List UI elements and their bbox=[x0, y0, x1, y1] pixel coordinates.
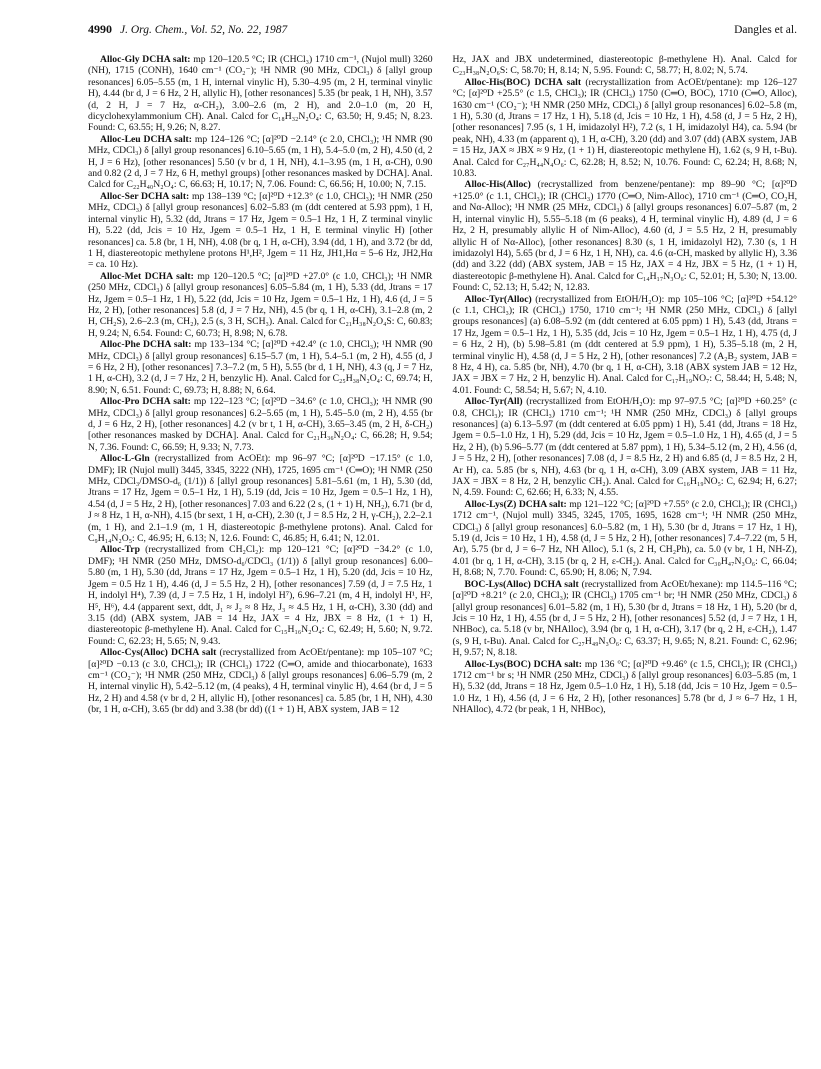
compound-data: Hz, JAX and JBX undetermined, diastereotopic β-methylene H). Anal. Calcd for C₂₃H₃₈N₂O₆S: C, 58.70; H, 8.14; N, 5.95. Found: C, 58.77; H, 8.02; N, 5.74. bbox=[452, 54, 797, 77]
compound-name: Alloc-Phe DCHA salt: bbox=[100, 339, 192, 351]
right-column bbox=[453, 54, 798, 716]
compound-entry bbox=[453, 659, 798, 716]
compound-entry bbox=[453, 294, 798, 397]
compound-entry bbox=[453, 499, 798, 579]
compound-entry bbox=[88, 271, 433, 339]
compound-name: Alloc-Lys(BOC) DCHA salt: bbox=[464, 658, 582, 670]
compound-entry bbox=[88, 453, 433, 544]
compound-name: Alloc-Lys(Z) DCHA salt: bbox=[464, 498, 567, 510]
compound-data: (recrystallized from EtOH/H₂O): mp 105–106 °C; [α]²⁰D +54.12° (c 1.1, CHCl₃); IR (CHCl₃) 1750, 1710 cm⁻¹; ¹H NMR (250 MHz, CDCl₃) δ [allyl groups resonances] (a) 6.08–5.92 (m (ddt centered at 6.05 ppm) 1 H), 5.43 (dd, Jtrans = 17 Hz, Jgem = 0.5–1 Hz, 1 H), 5.35 (dd, Jcis = 10 Hz, Jgem = 0.5–1 Hz, 1 H), 4.75 (d, J = 6 Hz, 2 H), (b) 5.98–5.81 (m (ddt centered at 5.9 ppm), 1 H), 5.35–5.18 (m, 2 H, terminal vinylic H), 4.58 (d, J = 5 Hz, 2 H), [other resonances] 7.2 (A₂B₂ system, JAB = 8 Hz, 4 H), ca. 5.85 (br, NH), 4.70 (br q, 1 H, α-CH), 3.18 (ABX system JAB = 12 Hz, JAX = JBX = 7 Hz, 2 H, benzylic H). Anal. Calcd for C₁₇H₁₉NO₇: C, 58.44; H, 5.48; N, 4.01. Found: C, 58.54; H, 5.67; N, 4.10. bbox=[452, 293, 798, 396]
journal-citation: J. Org. Chem., Vol. 52, No. 22, 1987 bbox=[120, 24, 288, 36]
compound-name: Alloc-Gly DCHA salt: bbox=[100, 54, 191, 65]
compound-data: mp 121–122 °C; [α]²⁰D +7.55° (c 2.0, CHCl₃); IR (CHCl₃) 1712 cm⁻¹, (Nujol mull) 3345, 3245, 1705, 1695, 1628 cm⁻¹; ¹H NMR (250 MHz, CDCl₃) δ [allyl group resonances] 6.0–5.82 (m, 1 H), 5.30 (br d, Jtrans = 17 Hz, 1 H), 5.19 (d, Jcis = 10 Hz, 1 H), 4.58 (d, J = 5 Hz, 2 H), [other resonances] 7.4–7.22 (m, 5 H, Ar), 5.75 (br d, J = 6–7 Hz, NH Alloc), 5.1 (s, 2 H, CH₂Ph), ca. 5.0 (v br, 1 H, NH-Z), 4.01 (br q, 1 H, α-CH), 3.15 (br q, 2 H, ε-CH₂). Anal. Calcd for C₃₀H₄₇N₃O₆: C, 66.04; H, 8.68; N, 7.70. Found: C, 65.90; H, 8.06; N, 7.94. bbox=[452, 498, 797, 579]
page-number: 4990 bbox=[88, 22, 112, 36]
compound-entry bbox=[88, 396, 433, 453]
compound-data: mp 136 °C; [α]²⁰D +9.46° (c 1.5, CHCl₃); IR (CHCl₃) 1712 cm⁻¹ br s; ¹H NMR (250 MHz, CDCl₃) δ [allyl group resonances] 6.03–5.85 (m, 1 H), 5.32 (dd, Jtrans = 18 Hz, Jgem 0.5–1.0 Hz, 1 H), 5.18 (dd, Jcis = 10 Hz, Jgem = 0.5–1.0 Hz, 1 H), 4.56 (d, J = 6 Hz, 2 H), [other resonances] 5.78 (br d, J ≈ 6–7 Hz, 1 H, NHAlloc), 4.72 (br peak, 1 H, NHBoc), bbox=[452, 658, 797, 716]
compound-entry bbox=[88, 544, 433, 647]
compound-data: (recrystallized from AcOEt): mp 96–97 °C; [α]²⁰D −17.15° (c 1.0, DMF); IR (Nujol mull) 3445, 3345, 3222 (NH), 1725, 1695 cm⁻¹ (C═O); ¹H NMR (250 MHz, CDCl₃/DMSO-d₆ (1/1)) δ [allyl group resonances] 5.81–5.61 (m, 1 H), 5.30 (dd, Jtrans = 17 Hz, Jgem = 0.5–1 Hz, 1 H), 5.19 (dd, Jcis = 10 Hz, Jgem = 0.5–1 Hz, 1 H), 4.54 (d, J = 5 Hz, 2 H), [other resonances] 7.03 and 6.22 (2 s, (1 + 1) H, NH₂), 6.71 (br d, J ≈ 8 Hz, 1 H, α-NH), 4.15 (br sext, 1 H, α-CH), 2.30 (t, J = 8.5 Hz, 2 H, γ-CH₂), 2.2–2.1 (m, 1 H), and 2.1–1.9 (m, 1 H, diastereotopic β-methylene protons). Anal. Calcd for C₉H₁₄N₂O₅: C, 46.95; H, 6.13; N, 12.6. Found: C, 46.85; H, 6.41; N, 12.01. bbox=[88, 453, 433, 545]
left-column bbox=[88, 54, 433, 716]
compound-data: (recrystallized from CH₂Cl₂): mp 120–121 °C; [α]²⁰D −34.2° (c 1.0, DMF); ¹H NMR (250 MHz, DMSO-d₆/CDCl₃ (1/1)) δ [allyl group resonances] 6.00–5.80 (m, 1 H), 5.30 (dd, Jtrans = 17 Hz, Jgem = 0.5–1 Hz, 1 H), 5.20 (dd, Jcis = 10 Hz, Jgem = 0.5 Hz 1 H), 4.46 (d, J = 5.5 Hz, 2 H), [other resonances] 7.59 (d, J = 7.5 Hz, 1 H, indolyl H⁴), 7.39 (d, J = 7.5 Hz, 1 H, indolyl H⁷), 6.96–7.21 (m, 4 H, indolyl H¹, H², H⁵, H⁶), 4.4 (apparent sext, ddt, J₁ ≈ J₂ ≈ 8 Hz, J₃ ≈ 4.5 Hz, 1 H, α-CH), 3.30 (dd) and 3.15 (dd) (ABX system, JAB = 14 Hz, JAX = 4 Hz, JBX = 8 Hz, (1 + 1) H, diastereotopic β-methylene H). Anal. Calcd for C₁₅H₁₆N₂O₄: C, 62.49; H, 5.60; N, 9.72. Found: C, 62.23; H, 5.65; N, 9.43. bbox=[88, 544, 433, 647]
compound-data: (recrystallization from AcOEt/pentane): mp 126–127 °C; [α]²⁰D +25.5° (c 1.5, CHCl₃); IR (CHCl₃) 1750 (C═O, BOC), 1710 (C═O, Alloc), 1630 cm⁻¹ (CO₂⁻); ¹H NMR (250 MHz, CDCl₃) δ [allyl group resonances] 6.02–5.8 (m, 1 H), 5.30 (d, Jtrans = 17 Hz, 1 H), 5.18 (d, Jcis = 10 Hz, 1 H), 4.58 (d, J = 5 Hz, 2 H), [other resonances] 7.95 (s, 1 H, imidazolyl H²), 7.2 (s, 1 H, imidazolyl H4), ca. 5.94 (br peak, NH), 4.33 (m (apparent q), 1 H, α-CH), 3.20 (dd) and 3.07 (dd) (ABX system, JAB = 15 Hz, JAX ≈ JBX ≈ 9 Hz, (1 + 1) H, diastereotopic methylene H), 1.62 (s, 9 H, t-Bu). Anal. Calcd for C₂₇H₄₄N₄O₆: C, 62.28; H, 8.52; N, 10.76. Found: C, 62.24; H, 8.68; N, 10.83. bbox=[452, 76, 798, 180]
compound-entry bbox=[453, 396, 798, 499]
compound-name: Alloc-Leu DCHA salt: bbox=[100, 133, 192, 145]
compound-entry bbox=[453, 579, 798, 659]
compound-data: mp 133–134 °C; [α]²⁰D +42.4° (c 1.0, CHCl₃); ¹H NMR (90 MHz, CDCl₃) δ [allyl group resonances] 6.15–5.7 (m, 1 H), 5.4–5.1 (m, 2 H), 4.55 (d, J = 6 Hz, 2 H), [other resonances] 7.3–7.2 (m, 5 H), 5.55 (br d, 1 H, NH), 4.3 (q, J = 7 Hz, 1 H, α-CH), 3.2 (d, J = 7 Hz, 2 H, benzylic H). Anal. Calcd for C₂₅H₃₈N₂O₄: C, 69.74; H, 8.90; N, 6.51. Found: C, 69.73; H, 8.88; N, 6.64. bbox=[88, 339, 433, 396]
compound-data: mp 120–120.5 °C; IR (CHCl₃) 1710 cm⁻¹, (Nujol mull) 3260 (NH), 1715 (CONH), 1640 cm⁻¹ (CO₂⁻); ¹H NMR (90 MHz, CDCl₃) δ [allyl group resonances] 6.05–5.55 (m, 1 H, internal vinylic H), 5.30–4.95 (m, 2 H, terminal vinylic H), 4.44 (br d, J = 6 Hz, 2 H, allylic H), [other resonances] 5.35 (br peak, 1 H, NH), 3.57 (d, 2 H, J = 7 Hz, α-CH₂), 3.00–2.6 (m, 2 H), and 2.0–1.0 (m, 20 H, dicyclohexylammonium CH). Anal. Calcd for C₁₈H₃₂N₂O₄: C, 63.50; H, 9.45; N, 8.23. Found: C, 63.55; H, 9.26; N, 8.27. bbox=[88, 54, 433, 134]
compound-data: mp 120–120.5 °C; [α]²⁰D +27.0° (c 1.0, CHCl₃); ¹H NMR (250 MHz, CDCl₃) δ [allyl group resonances] 6.05–5.84 (m, 1 H), 5.33 (dd, Jtrans = 17 Hz, Jgem = 0.5–1 Hz, 1 H), 5.22 (dd, Jcis = 10 Hz, Jgem = 0.5–1 Hz, 1 H), 4.6 (d, J = 5 Hz, 2 H), [other resonances] 5.8 (d, J = 7 Hz, NH), 4.5 (br q, 1 H, α-CH), 3.1–2.8 (m, 2 H, CH₂S), 2.6–2.3 (m, CH₂), 2.5 (s, 3 H, SCH₃). Anal. Calcd for C₂₁H₃₈N₂O₄S: C, 60.83; H, 9.24; N, 6.54. Found: C, 60.73; H, 8.98; N, 6.78. bbox=[88, 270, 433, 339]
compound-name: Alloc-Trp bbox=[100, 544, 140, 556]
compound-name: Alloc-Cys(Alloc) DCHA salt bbox=[100, 647, 217, 659]
compound-name: Alloc-His(Alloc) bbox=[464, 179, 531, 191]
compound-data: mp 124–126 °C; [α]²⁰D −2.14° (c 2.0, CHCl₃); ¹H NMR (90 MHz, CDCl₃) δ [allyl group resonances] 6.10–5.65 (m, 1 H), 5.4–5.0 (m, 2 H), 4.50 (d, 2 H, J = 6 Hz), [other resonances] 5.50 (v br d, 1 H, NH), 4.1–3.95 (m, 1 H, α-CH), 0.90 and 0.82 (2 d, J = 7 Hz, 6 H, methyl groups) [other resonances masked by DCHA]. Anal. Calcd for C₂₂H₄₀N₂O₄: C, 66.63; H, 10.17; N, 7.06. Found: C, 66.56; H, 10.00; N, 7.15. bbox=[88, 133, 433, 191]
compound-entry bbox=[88, 134, 433, 191]
compound-name: BOC-Lys(Alloc) DCHA salt bbox=[464, 578, 579, 590]
running-head bbox=[88, 22, 797, 44]
compound-data: mp 122–123 °C; [α]²⁰D −34.6° (c 1.0, CHCl₃); ¹H NMR (90 MHz, CDCl₃) δ [allyl group resonances] 6.2–5.65 (m, 1 H), 5.45–5.0 (m, 2 H), 4.55 (br d, J = 6 Hz, 2 H), [other resonances] 4.2 (v br t, 1 H, α-CH), 3.65–3.45 (m, 2 H, δ-CH₂) [other resonances masked by DCHA]. Anal. Calcd for C₂₁H₃₆N₂O₄: C, 66.28; H, 9.54; N, 7.36. Found: C, 66.59; H, 9.33; N, 7.73. bbox=[88, 396, 433, 453]
compound-entry bbox=[453, 77, 798, 180]
compound-data: (recrystallized from AcOEt/hexane): mp 114.5–116 °C; [α]²⁰D +8.21° (c 2.0, CHCl₃); IR (CHCl₃) 1705 cm⁻¹ br; ¹H NMR (250 MHz, CDCl₃) δ [allyl group resonances] 6.01–5.82 (m, 1 H), 5.30 (br d, Jtrans = 18 Hz, 1 H), 5.20 (br d, Jcis = 10 Hz, 1 H), 4.55 (br d, J = 5 Hz, 2 H), [other resonances] 5.52 (d, J = 7 Hz, 1 H, NHBoc), ca. 5.18 (v br, NHAlloc), 3.94 (br q, 1 H, α-CH), 3.17 (br q, 2 H, ε-CH₂), 1.47 (s, 9 H, t-Bu). Anal. Calcd for C₂₇H₄₉N₃O₆: C, 63.37; H, 9.65; N, 8.21. Found: C, 62.96; H, 9.57; N, 8.18. bbox=[452, 578, 797, 659]
compound-data: (recrystallized from EtOH/H₂O): mp 97–97.5 °C; [α]²⁰D +60.25° (c 0.8, CHCl₃); IR (CHCl₃) 1710 cm⁻¹; ¹H NMR (250 MHz, CDCl₃) δ [allyl groups resonances] (a) 6.13–5.97 (m (ddt centered at 6.05 ppm) 1 H), 5.41 (dd, Jtrans = 18 Hz, Jgem = 0.5–1.0 Hz, 1 H), 5.29 (dd, Jcis = 10 Hz, Jgem = 0.5–1.0 Hz, 1 H), 4.65 (d, J = 5 Hz, 2 H), (b) 5.96–5.77 (m (ddt centered at 5.87 ppm), 1 H), 5.34–5.12 (m, 2 H), 4.56 (d, J = 5 Hz, 2 H), [other resonances] 7.08 (d, J = 8.5 Hz, 2 H) and 6.85 (d, J = 8.5 Hz, 2 H, Ar H), ca. 5.85 (br s, NH), 4.63 (br q, 1 H, α-CH), 3.09 (ABX system, JAB = 11 Hz, JAX = JBX = 8 Hz, 2 H, benzylic CH₂). Anal. Calcd for C₁₆H₁₉NO₅: C, 62.94; H, 6.27; N, 4.59. Found: C, 62.66; H, 6.33; N, 4.55. bbox=[452, 396, 797, 499]
compound-name: Alloc-Tyr(Alloc) bbox=[464, 293, 532, 305]
compound-entry bbox=[453, 179, 798, 293]
compound-name: Alloc-Met DCHA salt: bbox=[100, 270, 194, 282]
compound-name: Alloc-Tyr(All) bbox=[464, 396, 523, 408]
compound-data: (recrystallized from AcOEt/pentane): mp 105–107 °C; [α]²⁰D −0.13 (c 3.0, CHCl₃); IR (CHCl₃) 1722 (C═O, amide and thiocarbonate), 1633 cm⁻¹ (CO₂⁻); ¹H NMR (250 MHz, CDCl₃) δ [allyl groups resonances] 6.06–5.79 (m, 2 H, internal vinylic H), 5.42–5.12 (m, (4 peaks), 4 H, terminal vinylic H), 4.64 (br d, J = 5 Hz, 2 H) and 4.58 (v br d, 2 H, allylic H), [other resonances] ca. 5.85 (br, 1 H, NH), 4.30 (br, 1 H, α-CH), 3.65 (br dd) and 3.38 (br dd) ((1 + 1) H, ABX system, JAB = 12 bbox=[88, 647, 433, 716]
compound-name: Alloc-Ser DCHA salt: bbox=[100, 190, 190, 202]
compound-name: Alloc-L-Gln bbox=[100, 453, 150, 465]
compound-name: Alloc-Pro DCHA salt: bbox=[100, 396, 191, 408]
compound-data: mp 138–139 °C; [α]²⁰D +12.3° (c 1.0, CHCl₃); ¹H NMR (250 MHz, CDCl₃) δ [allyl group resonances] 6.02–5.83 (m (ddt centered at 5.93 ppm), 1 H, internal vinylic H), 5.32 (dd, Jtrans = 17 Hz, Jgem = 0.5–1 Hz, 1 H, Z terminal vinylic H), 5.22 (dd, Jcis = 10 Hz, Jgem = 0.5–1 Hz, 1 H, E terminal vinylic H) [other resonances] ca. 5.8 (br, 1 H, NH), 4.08 (br q, 1 H, α-CH), 3.94 (dd, 1 H), and 3.72 (br dd, 1 H, diastereotopic methylene protons H¹,H², Jgem = 11 Hz, JH1,Hα = 5–6 Hz, JH2,Hα = ca. 10 Hz). bbox=[88, 190, 433, 271]
compound-entry bbox=[88, 191, 433, 271]
compound-entry bbox=[88, 647, 433, 715]
two-column-body bbox=[88, 54, 797, 716]
compound-entry bbox=[88, 54, 433, 134]
running-authors: Dangles et al. bbox=[734, 24, 797, 36]
compound-data: (recrystallized from benzene/pentane): mp 89–90 °C; [α]²⁰D +125.0° (c 1.1, CHCl₃); IR (CHCl₃) 1770 (C═O, Nim-Alloc), 1710 cm⁻¹ (C═O, CO₂H, and Nα-Alloc); ¹H NMR (25 MHz, CDCl₃) δ [allyl groups resonances] 6.07–5.87 (m, 2 H, internal vinylic H), 5.55–5.18 (m (6 peaks), 4 H, terminal vinylic H), 4.89 (d, J = 6 Hz, 2 H, presumably allylic H of Nim-Alloc), 4.60 (d, J = 5.5 Hz, 2 H, presumably allylic H of Nα-Alloc), [other resonances] 8.30 (s, 1 H, imidazolyl H2), 7.30 (s, 1 H imidazolyl H4), 5.65 (br d, J = 6 Hz, 1 H, NH), ca. 4.6 (α-CH, masked by allylic H), 3.36 (dd) and 3.22 (dd) (ABX system, JAB = 15 Hz, JAX = 4 Hz, JBX = 5 Hz, (1 + 1) H, diastereotopic β-methylene H). Anal. Calcd for C₁₄H₁₇N₃O₆: C, 52.01; H, 5.30; N, 13.00. Found: C, 52.13; H, 5.42; N, 12.83. bbox=[452, 179, 797, 294]
compound-entry-continued bbox=[453, 54, 798, 77]
compound-entry bbox=[88, 339, 433, 396]
compound-name: Alloc-His(BOC) DCHA salt bbox=[464, 76, 582, 88]
